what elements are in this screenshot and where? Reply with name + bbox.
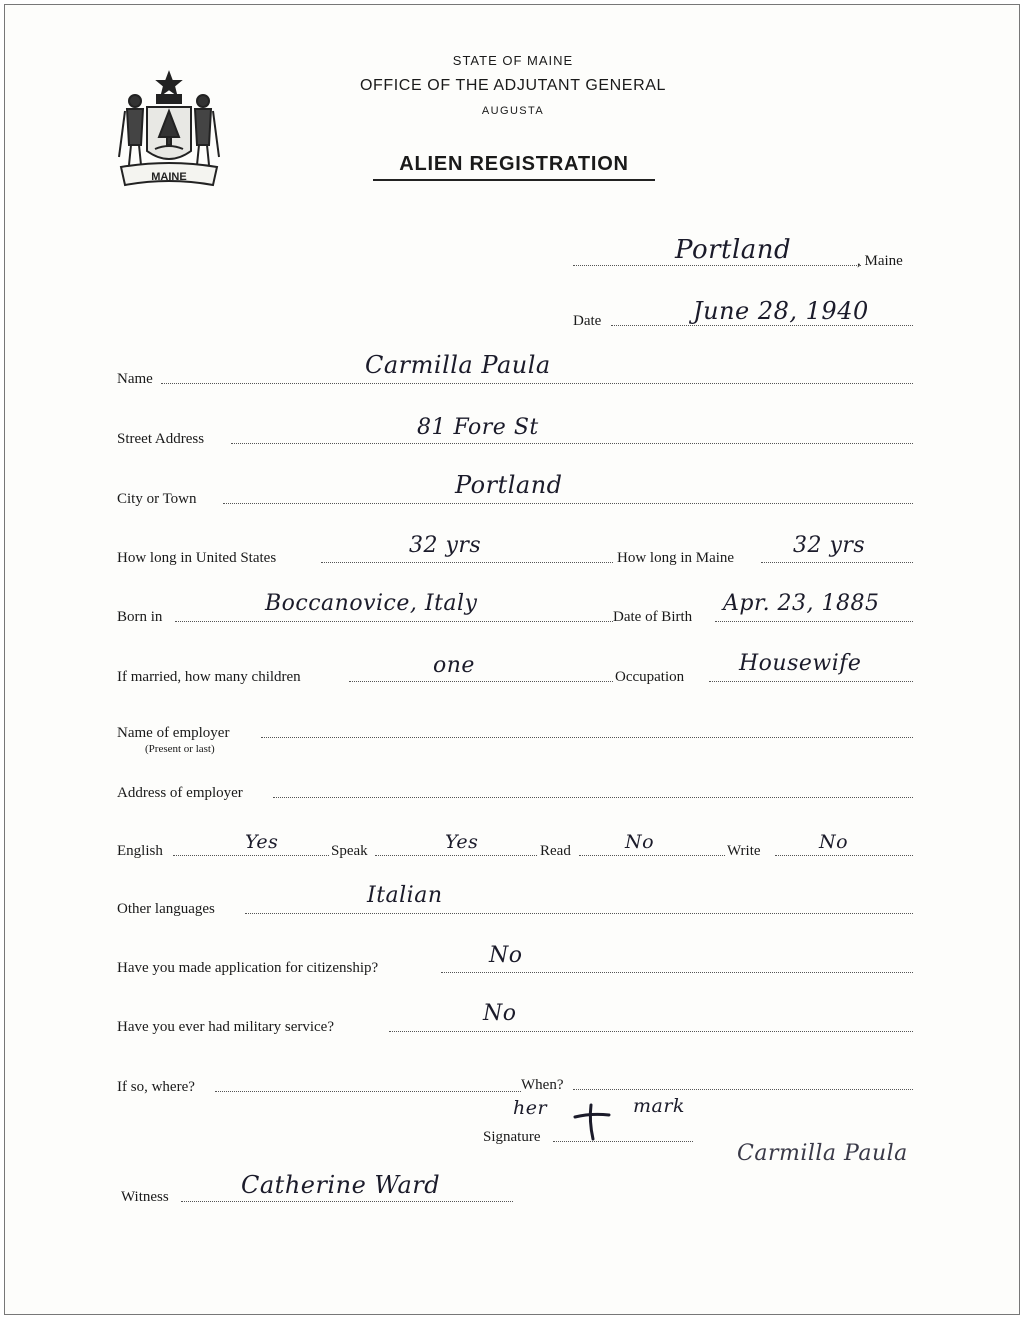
english-line: [173, 855, 329, 856]
signature-line: [553, 1141, 693, 1142]
employer-address-line: [273, 797, 913, 798]
children-line: [349, 681, 613, 682]
military-label: Have you ever had military service?: [117, 1019, 334, 1035]
signature-cross-mark-icon: [571, 1101, 611, 1141]
years-in-maine-label: How long in Maine: [617, 550, 735, 566]
header-state: STATE OF MAINE: [452, 53, 574, 68]
signature-her: her: [513, 1097, 548, 1119]
employer-line: [261, 737, 913, 738]
header-city: AUGUSTA: [481, 105, 545, 117]
witness-value: Catherine Ward: [241, 1171, 441, 1199]
where-line: [215, 1091, 521, 1092]
when-line: [573, 1089, 913, 1090]
birthplace-label: Born in: [117, 609, 163, 625]
years-in-us-label: How long in United States: [117, 550, 277, 566]
name-line: [161, 383, 913, 384]
birthplace-line: [175, 621, 613, 622]
occupation-line: [709, 681, 913, 682]
employer-sublabel: (Present or last): [145, 743, 215, 755]
english-value: Yes: [245, 831, 279, 853]
children-value: one: [433, 653, 475, 678]
years-in-maine-value: 32 yrs: [793, 533, 866, 558]
speak-line: [375, 855, 537, 856]
city-value: Portland: [455, 471, 563, 499]
place-value: Portland: [675, 235, 792, 265]
header-office: OFFICE OF THE ADJUTANT GENERAL: [359, 77, 667, 94]
write-line: [775, 855, 913, 856]
occupation-value: Housewife: [739, 651, 862, 676]
military-line: [389, 1031, 913, 1032]
years-in-us-value: 32 yrs: [409, 533, 482, 558]
place-suffix: , Maine: [857, 253, 903, 269]
date-of-birth-value: Apr. 23, 1885: [723, 591, 880, 616]
date-of-birth-label: Date of Birth: [613, 609, 693, 625]
form-title: ALIEN REGISTRATION: [373, 153, 655, 181]
employer-address-label: Address of employer: [117, 785, 243, 801]
city-label: City or Town: [117, 491, 197, 507]
years-in-us-line: [321, 562, 613, 563]
speak-label: Speak: [331, 843, 368, 859]
date-of-birth-line: [715, 621, 913, 622]
write-label: Write: [727, 843, 761, 859]
street-address-line: [231, 443, 913, 444]
children-label: If married, how many children: [117, 669, 301, 685]
birthplace-value: Boccanovice, Italy: [265, 591, 478, 616]
years-in-maine-line: [761, 562, 913, 563]
citizenship-line: [441, 972, 913, 973]
where-label: If so, where?: [117, 1079, 195, 1095]
signature-label: Signature: [483, 1129, 541, 1145]
english-label: English: [117, 843, 163, 859]
signature-name: Carmilla Paula: [737, 1141, 908, 1166]
citizenship-value: No: [489, 943, 523, 968]
speak-value: Yes: [445, 831, 479, 853]
street-address-value: 81 Fore St: [417, 415, 539, 440]
name-label: Name: [117, 371, 153, 387]
write-value: No: [819, 831, 849, 853]
place-line: [573, 265, 861, 266]
employer-label: Name of employer: [117, 725, 230, 741]
date-value: June 28, 1940: [693, 297, 869, 325]
read-label: Read: [540, 843, 571, 859]
citizenship-label: Have you made application for citizenship?: [117, 960, 379, 976]
date-label: Date: [573, 313, 602, 329]
read-value: No: [625, 831, 655, 853]
read-line: [579, 855, 725, 856]
witness-line: [181, 1201, 513, 1202]
seal-ribbon-text: MAINE: [151, 171, 187, 183]
witness-label: Witness: [121, 1189, 169, 1205]
registration-form-page: [4, 4, 1020, 1315]
other-languages-label: Other languages: [117, 901, 215, 917]
signature-mark: mark: [633, 1095, 685, 1117]
when-label: When?: [521, 1077, 564, 1093]
name-value: Carmilla Paula: [365, 351, 551, 379]
military-value: No: [483, 1001, 517, 1026]
other-languages-value: Italian: [367, 883, 443, 908]
city-line: [223, 503, 913, 504]
street-address-label: Street Address: [117, 431, 205, 447]
other-languages-line: [245, 913, 913, 914]
occupation-label: Occupation: [615, 669, 685, 685]
date-line: [611, 325, 913, 326]
